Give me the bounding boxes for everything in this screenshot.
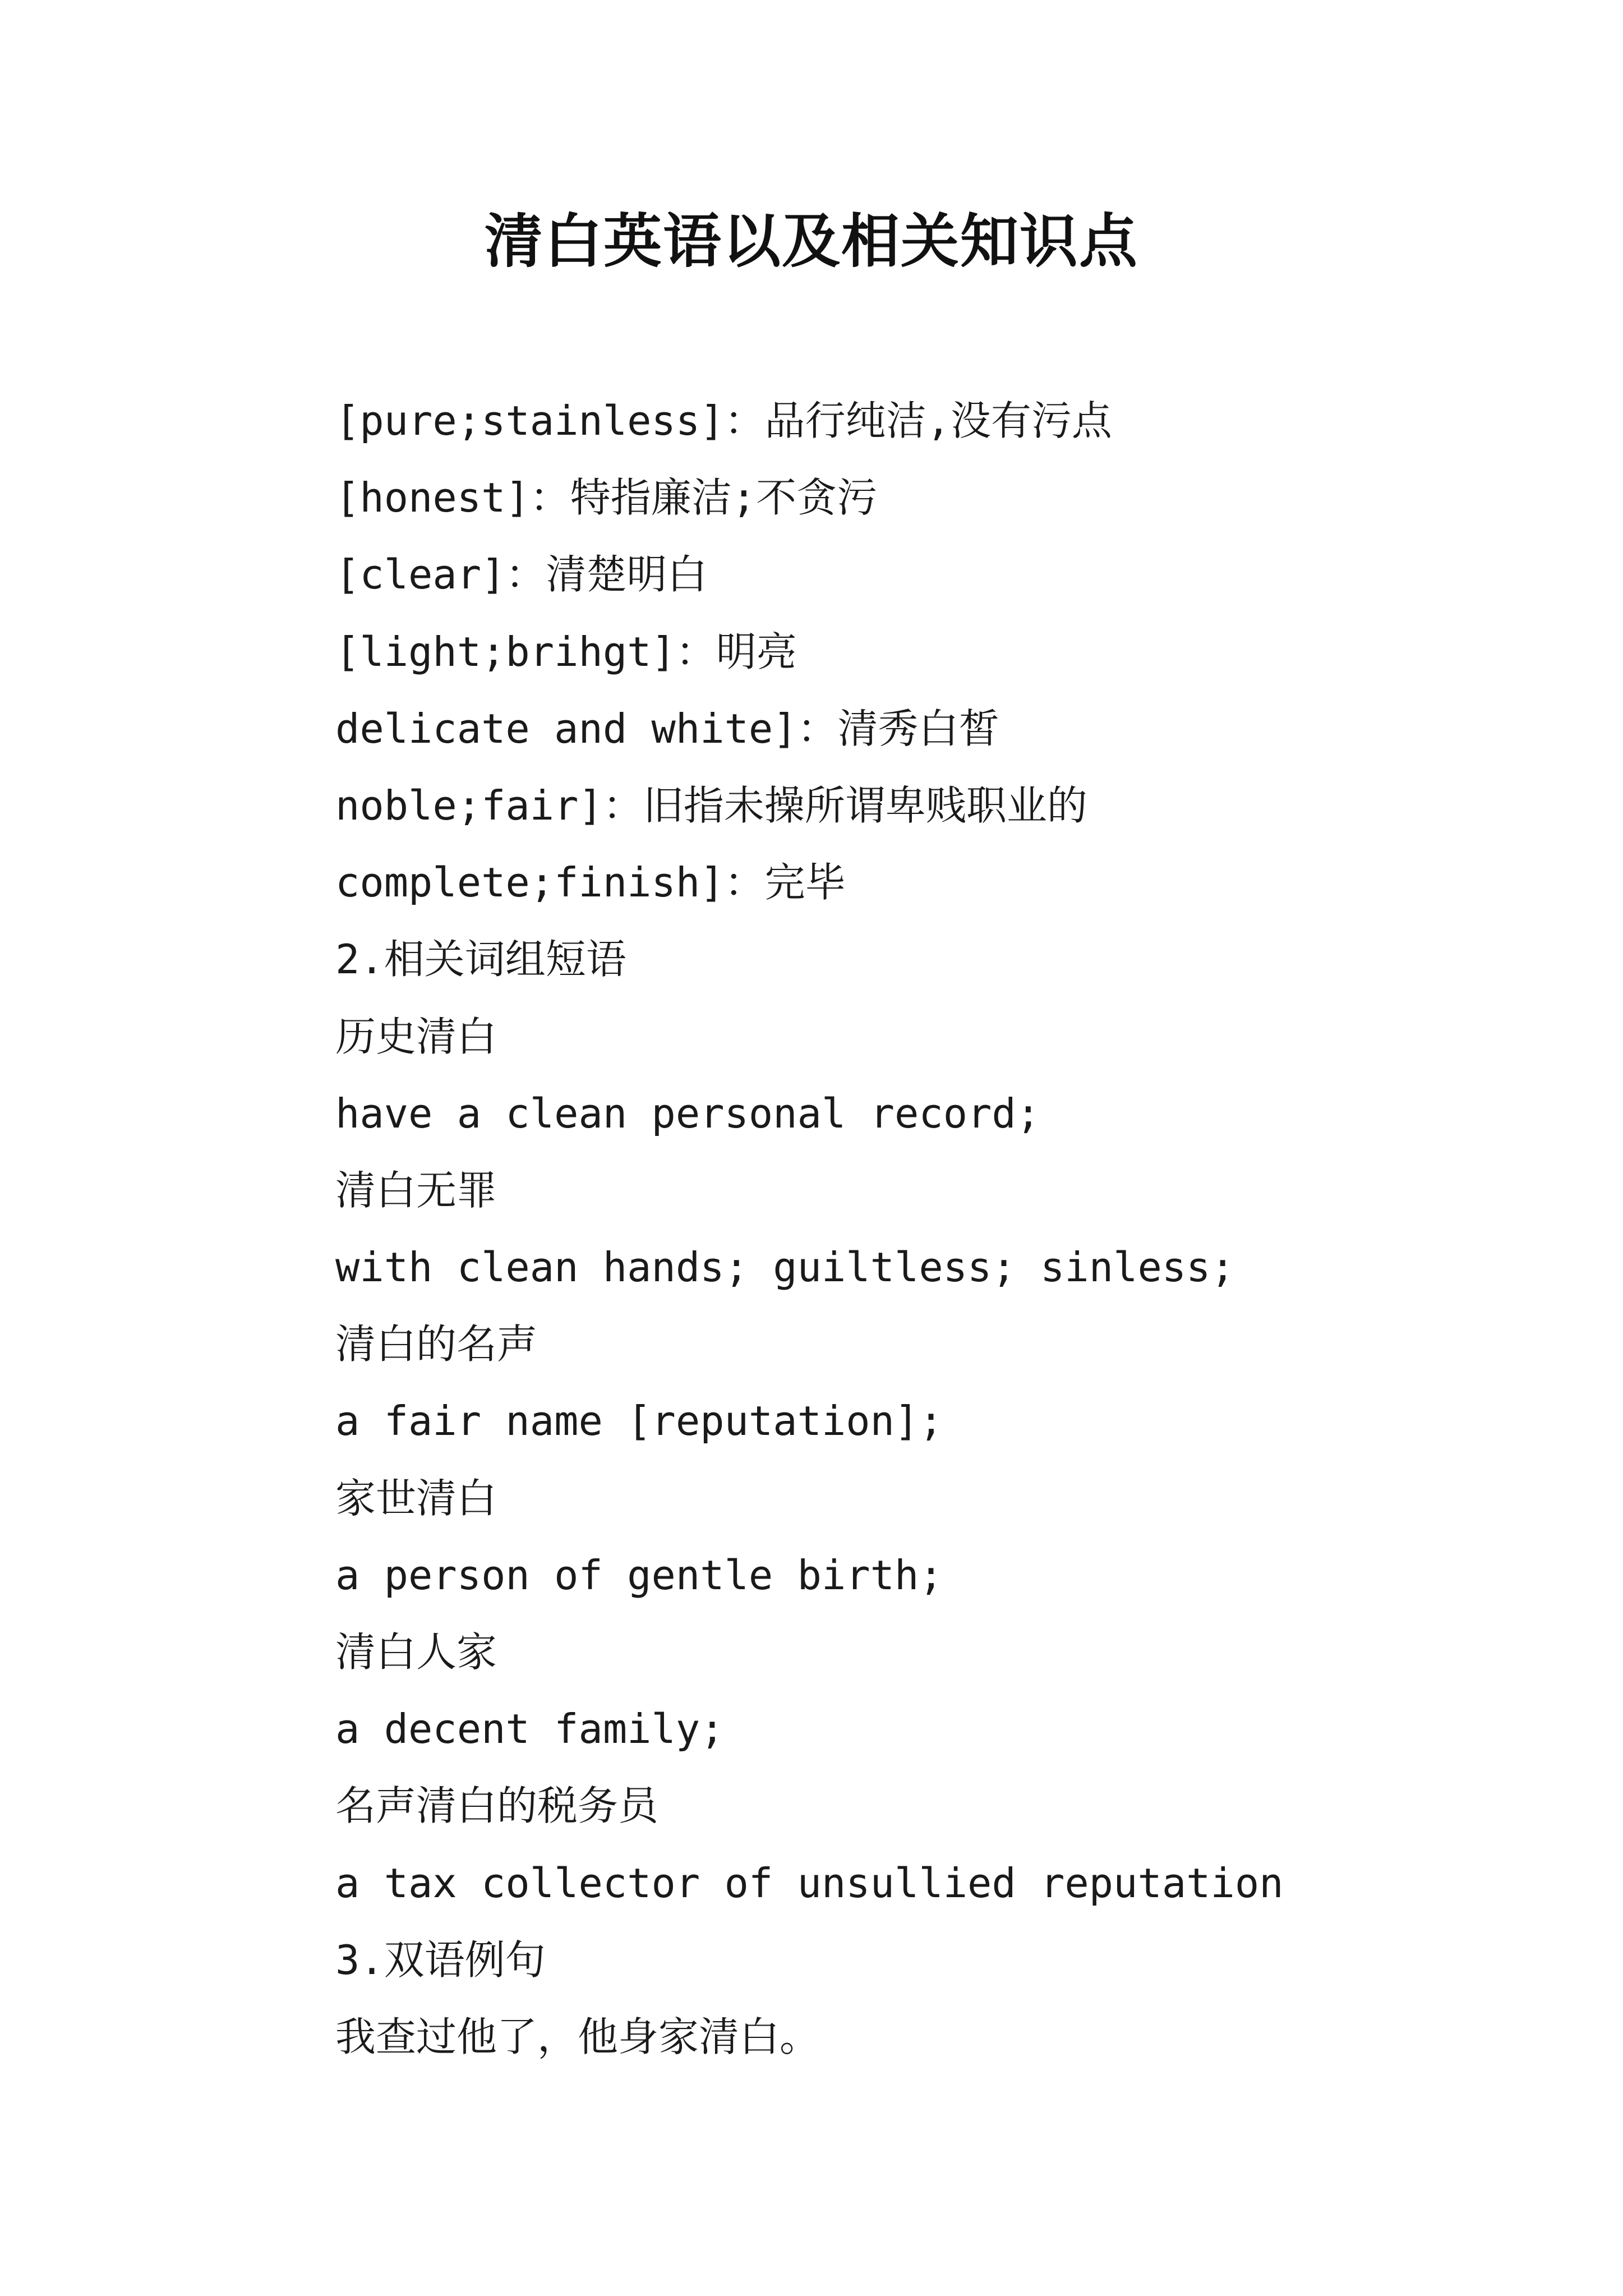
text-line: delicate and white]：清秀白皙 bbox=[335, 705, 999, 752]
document-body bbox=[335, 383, 1569, 2076]
text-line: a tax collector of unsullied reputation bbox=[335, 1859, 1284, 1907]
page-title: 清白英语以及相关知识点 bbox=[484, 206, 1138, 275]
text-line: have a clean personal record; bbox=[335, 1089, 1041, 1137]
text-line: [clear]：清楚明白 bbox=[335, 551, 708, 599]
section-heading: 2.相关词组短语 bbox=[335, 936, 626, 983]
text-line: 我查过他了，他身家清白。 bbox=[335, 2013, 820, 2060]
text-line: a fair name [reputation]; bbox=[335, 1397, 943, 1445]
text-line: [pure;stainless]：品行纯洁,没有污点 bbox=[335, 397, 1112, 444]
text-line: a decent family; bbox=[335, 1705, 725, 1753]
text-line: 历史清白 bbox=[335, 1013, 497, 1060]
text-line: noble;fair]：旧指未操所谓卑贱职业的 bbox=[335, 781, 1087, 829]
text-line: 家世清白 bbox=[335, 1474, 497, 1522]
text-line: with clean hands; guiltless; sinless; bbox=[335, 1244, 1235, 1291]
text-line: 清白人家 bbox=[335, 1628, 497, 1676]
text-line: complete;finish]：完毕 bbox=[335, 859, 846, 907]
section-heading: 3.双语例句 bbox=[335, 1936, 546, 1984]
text-line: a person of gentle birth; bbox=[335, 1551, 943, 1599]
text-line: [honest]：特指廉洁;不贪污 bbox=[335, 474, 878, 522]
text-line: 清白无罪 bbox=[335, 1166, 497, 1214]
text-line: 清白的名声 bbox=[335, 1320, 538, 1368]
text-line: 名声清白的税务员 bbox=[335, 1782, 659, 1830]
text-line: [light;brihgt]：明亮 bbox=[335, 628, 797, 675]
